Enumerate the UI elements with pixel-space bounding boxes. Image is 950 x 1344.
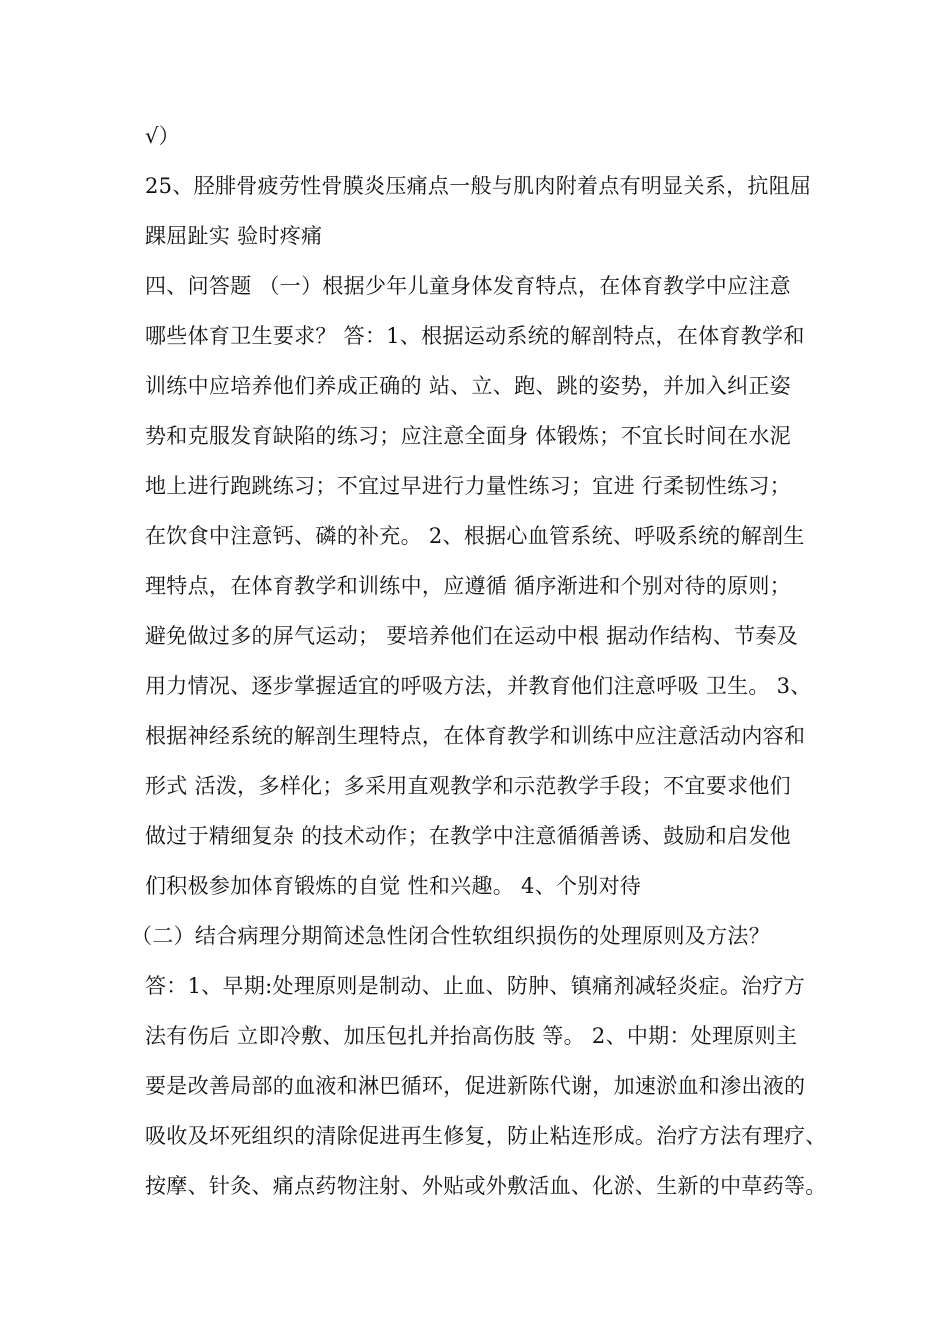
text-line: 训练中应培养他们养成正确的 站、立、跑、跳的姿势，并加入纠正姿 xyxy=(145,374,791,398)
text-line: 哪些体育卫生要求？ 答：1、根据运动系统的解剖特点，在体育教学和 xyxy=(145,324,805,348)
text-line: 们积极参加体育锻炼的自觉 性和兴趣。 4、个别对待 xyxy=(145,874,642,898)
text-line: 在饮食中注意钙、磷的补充。 2、根据心血管系统、呼吸系统的解剖生 xyxy=(145,524,805,548)
text-line: 按摩、针灸、痛点药物注射、外贴或外敷活血、化淤、生新的中草药等。 xyxy=(145,1174,827,1198)
text-line: 法有伤后 立即冷敷、加压包扎并抬高伤肢 等。 2、中期：处理原则主 xyxy=(145,1024,798,1048)
text-line: 势和克服发育缺陷的练习；应注意全面身 体锻炼；不宜长时间在水泥 xyxy=(145,424,791,448)
text-line: 用力情况、逐步掌握适宜的呼吸方法，并教育他们注意呼吸 卫生。 3、 xyxy=(145,674,812,698)
text-line: 做过于精细复杂 的技术动作；在教学中注意循循善诱、鼓励和启发他 xyxy=(145,824,791,848)
text-line: 形式 活泼，多样化；多采用直观教学和示范教学手段；不宜要求他们 xyxy=(145,774,791,798)
text-line: 根据神经系统的解剖生理特点，在体育教学和训练中应注意活动内容和 xyxy=(145,724,806,748)
text-line: （二）结合病理分期简述急性闭合性软组织损伤的处理原则及方法？ xyxy=(131,924,770,948)
text-line: 踝屈趾实 验时疼痛 xyxy=(145,224,323,248)
text-line: 答：1、早期:处理原则是制动、止血、防肿、镇痛剂减轻炎症。治疗方 xyxy=(145,974,806,998)
text-line: √） xyxy=(145,124,180,148)
text-line: 25、胫腓骨疲劳性骨膜炎压痛点一般与肌肉附着点有明显关系，抗阻屈 xyxy=(145,174,812,198)
text-line: 要是改善局部的血液和淋巴循环，促进新陈代谢，加速淤血和渗出液的 xyxy=(145,1074,806,1098)
text-line: 吸收及坏死组织的清除促进再生修复，防止粘连形成。治疗方法有理疗、 xyxy=(145,1124,827,1148)
text-line: 四、问答题 （一）根据少年儿童身体发育特点，在体育教学中应注意 xyxy=(145,274,791,298)
text-line: 避免做过多的屏气运动； 要培养他们在运动中根 据动作结构、节奏及 xyxy=(145,624,798,648)
text-line: 地上进行跑跳练习；不宜过早进行力量性练习；宜进 行柔韧性练习； xyxy=(145,474,791,498)
text-line: 理特点，在体育教学和训练中，应遵循 循序渐进和个别对待的原则； xyxy=(145,574,791,598)
